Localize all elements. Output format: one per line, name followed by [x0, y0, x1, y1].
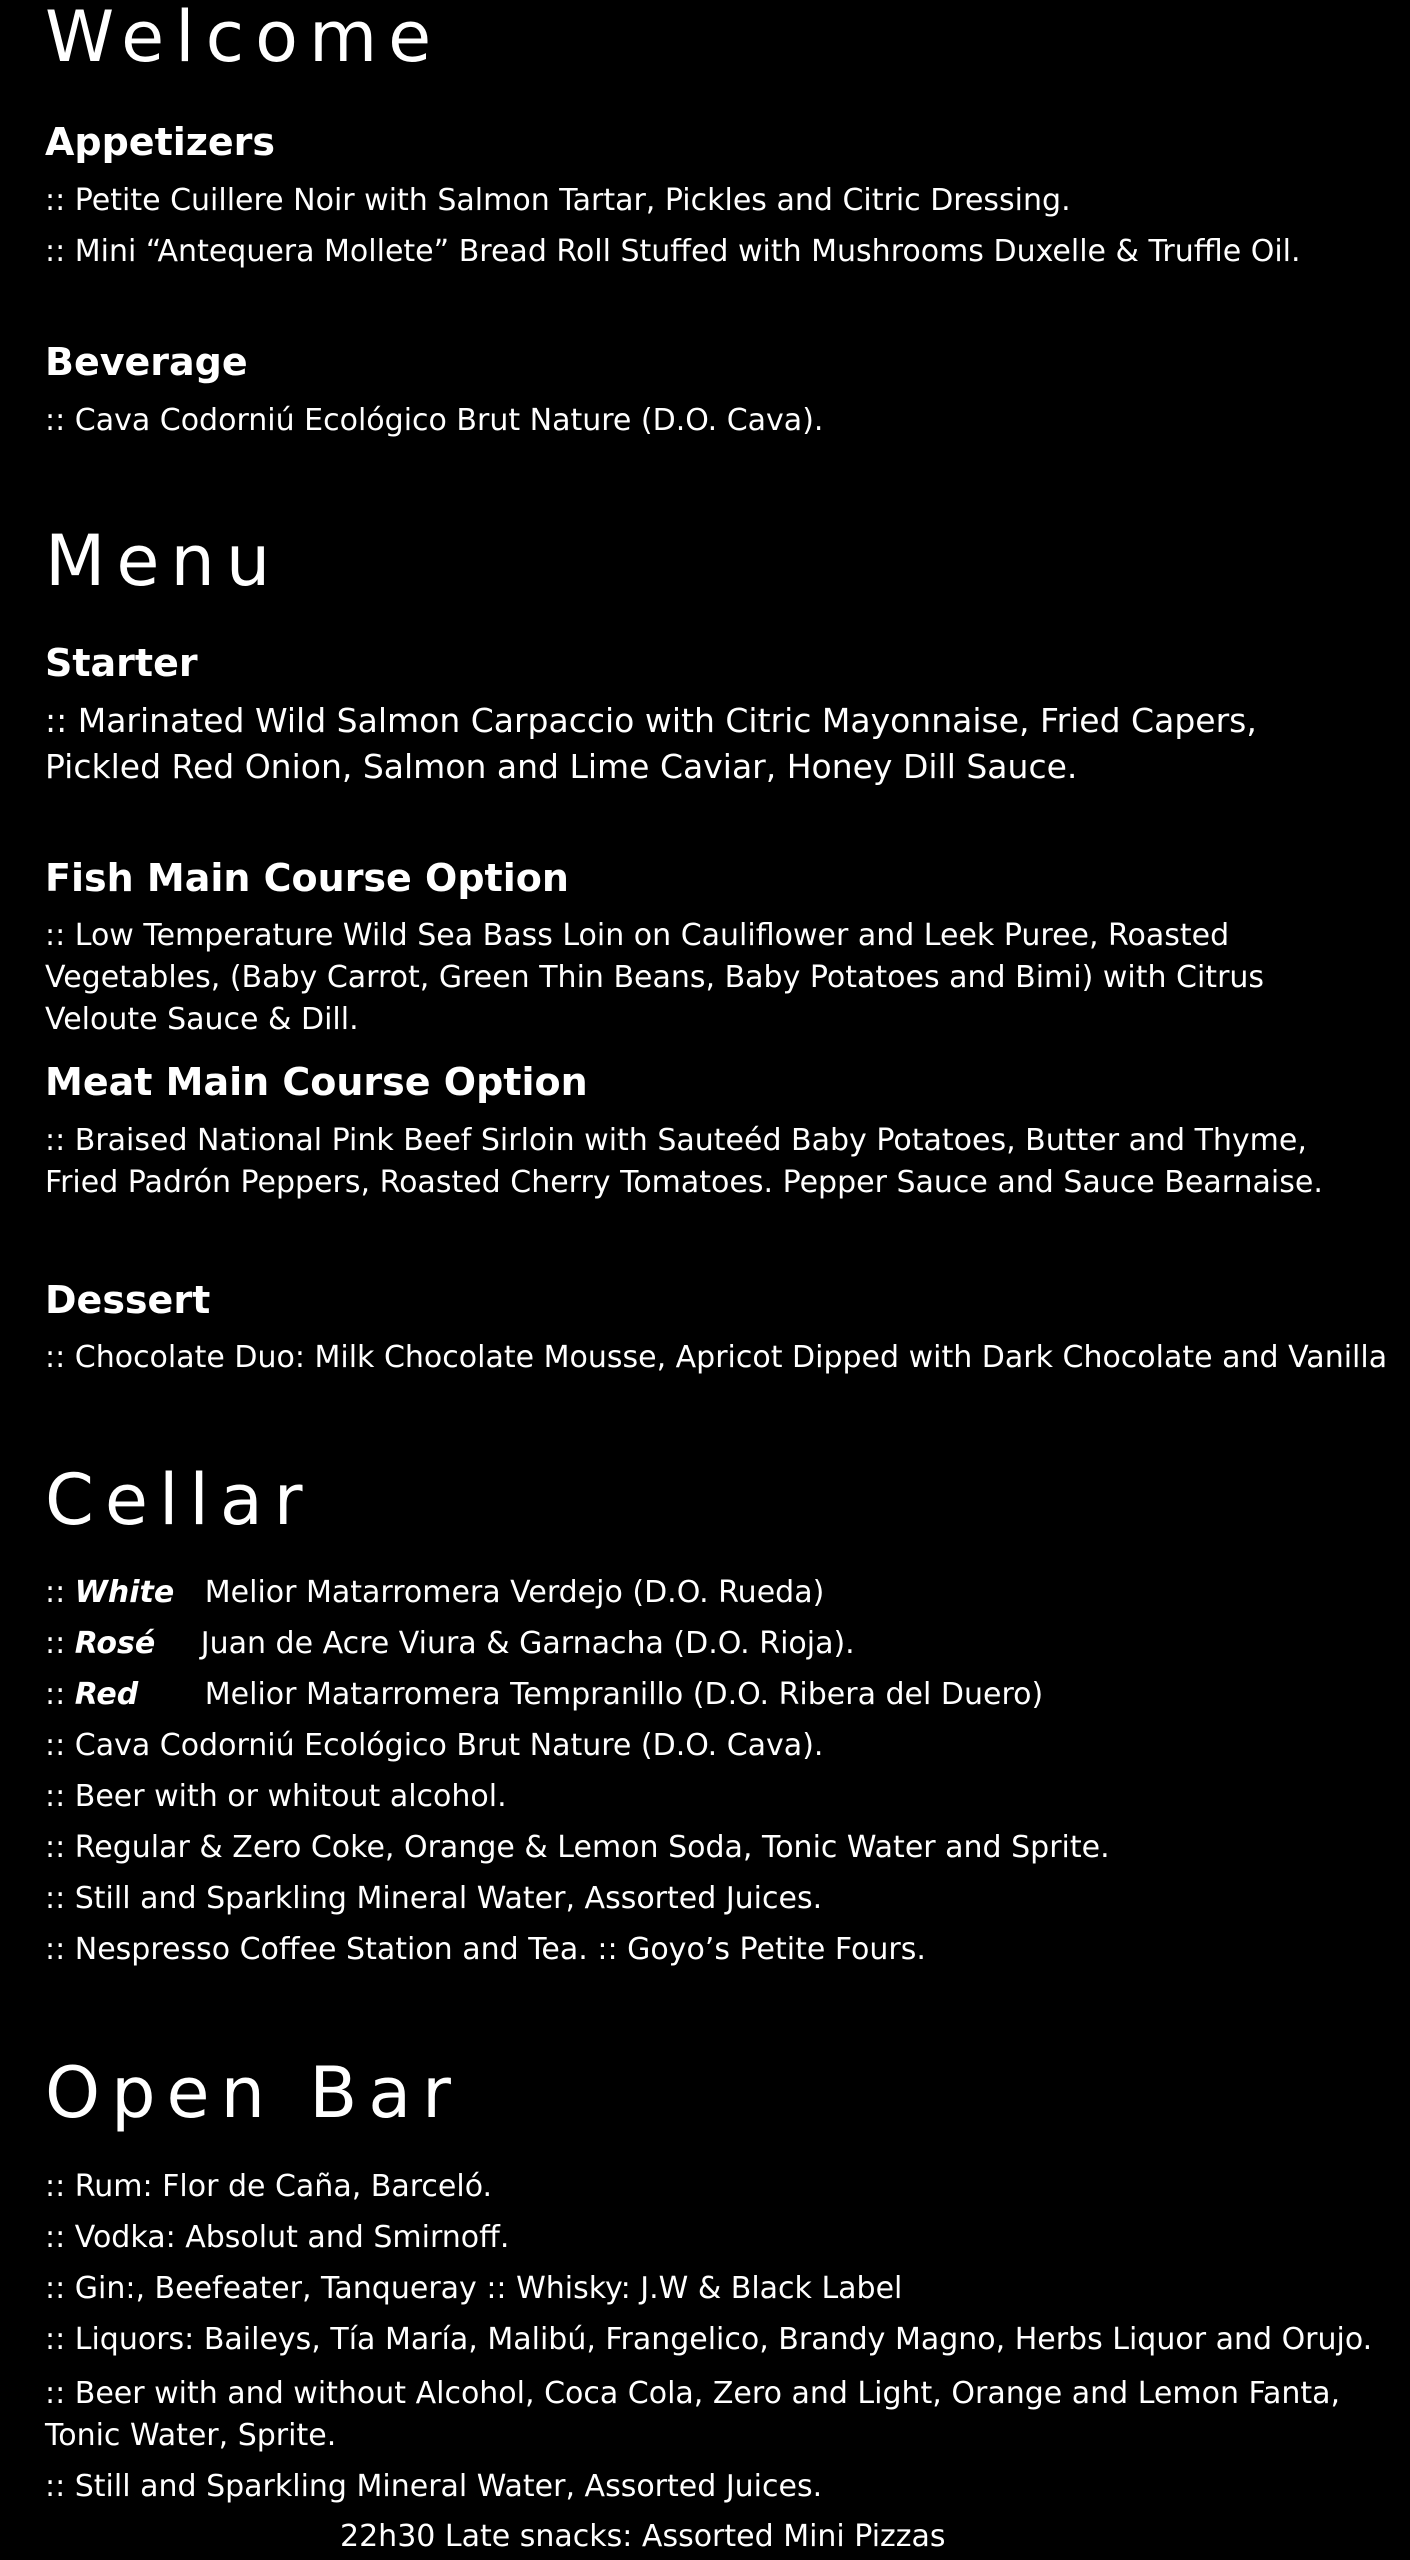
- dessert-text: :: Chocolate Duo: Milk Chocolate Mousse, Apricot Dipped with Dark Chocolate and Vanilla: [45, 1340, 1388, 1375]
- cellar-item: :: Regular & Zero Coke, Orange & Lemon Soda, Tonic Water and Sprite.: [45, 1830, 1110, 1865]
- late-snacks: 22h30 Late snacks: Assorted Mini Pizzas: [340, 2519, 946, 2554]
- appetizer-item: :: Petite Cuillere Noir with Salmon Tartar, Pickles and Citric Dressing.: [45, 183, 1071, 218]
- starter-text: :: Marinated Wild Salmon Carpaccio with Citric Mayonnaise, Fried Capers, Pickled Red Onion, Salmon and Lime Caviar, Honey Dill Sauce.: [45, 701, 1257, 786]
- wine-prefix: ::: [45, 1677, 75, 1712]
- open-bar-title: Open Bar: [45, 2052, 462, 2134]
- appetizers-heading: Appetizers: [45, 120, 276, 164]
- open-bar-beer: :: Beer with and without Alcohol, Coca Cola, Zero and Light, Orange and Lemon Fanta, Tonic Water, Sprite.: [45, 2376, 1341, 2453]
- cellar-wine-row: [45, 1675, 1043, 1716]
- wine-prefix: ::: [45, 1626, 75, 1661]
- starter-heading: Starter: [45, 641, 198, 685]
- wine-name: Melior Matarromera Tempranillo (D.O. Ribera del Duero): [204, 1677, 1044, 1712]
- cellar-item: :: Nespresso Coffee Station and Tea. :: Goyo’s Petite Fours.: [45, 1932, 926, 1967]
- wine-name: Melior Matarromera Verdejo (D.O. Rueda): [204, 1575, 825, 1610]
- open-bar-item: :: Gin:, Beefeater, Tanqueray :: Whisky: J.W & Black Label: [45, 2271, 903, 2306]
- fish-heading: Fish Main Course Option: [45, 856, 569, 900]
- welcome-title: Welcome: [45, 0, 443, 78]
- cellar-item: :: Still and Sparkling Mineral Water, Assorted Juices.: [45, 1881, 823, 1916]
- meat-heading: Meat Main Course Option: [45, 1060, 588, 1104]
- wine-prefix: ::: [45, 1575, 75, 1610]
- wine-label-rose: Rosé: [74, 1626, 156, 1661]
- fish-text: :: Low Temperature Wild Sea Bass Loin on Cauliflower and Leek Puree, Roasted Vegetables, (Baby Carrot, Green Thin Beans, Baby Potatoes and Bimi) with Citrus Veloute Sauce & Dill.: [45, 918, 1265, 1037]
- wine-label-white: White: [74, 1575, 175, 1610]
- appetizer-item: :: Mini “Antequera Mollete” Bread Roll Stuffed with Mushrooms Duxelle & Truffle Oil.: [45, 234, 1301, 269]
- open-bar-item: :: Vodka: Absolut and Smirnoff.: [45, 2220, 510, 2255]
- meat-text: :: Braised National Pink Beef Sirloin with Sauteéd Baby Potatoes, Butter and Thyme, Fried Padrón Peppers, Roasted Cherry Tomatoes. Pepper Sauce and Sauce Bearnaise.: [45, 1123, 1323, 1200]
- cellar-title: Cellar: [45, 1459, 314, 1541]
- menu-title: Menu: [45, 520, 282, 602]
- cellar-wine-row: [45, 1573, 824, 1614]
- cellar-item: :: Cava Codorniú Ecológico Brut Nature (D.O. Cava).: [45, 1728, 824, 1763]
- wine-label-red: Red: [74, 1677, 139, 1712]
- beverage-item: :: Cava Codorniú Ecológico Brut Nature (D.O. Cava).: [45, 403, 824, 438]
- open-bar-item: :: Liquors: Baileys, Tía María, Malibú, Frangelico, Brandy Magno, Herbs Liquor and Orujo.: [45, 2322, 1373, 2357]
- open-bar-water: :: Still and Sparkling Mineral Water, Assorted Juices.: [45, 2469, 823, 2504]
- cellar-item: :: Beer with or whitout alcohol.: [45, 1779, 507, 1814]
- cellar-wine-row: [45, 1624, 855, 1665]
- dessert-heading: Dessert: [45, 1278, 211, 1322]
- wine-name: Juan de Acre Viura & Garnacha (D.O. Rioja).: [200, 1626, 855, 1661]
- beverage-heading: Beverage: [45, 340, 248, 384]
- open-bar-item: :: Rum: Flor de Caña, Barceló.: [45, 2169, 493, 2204]
